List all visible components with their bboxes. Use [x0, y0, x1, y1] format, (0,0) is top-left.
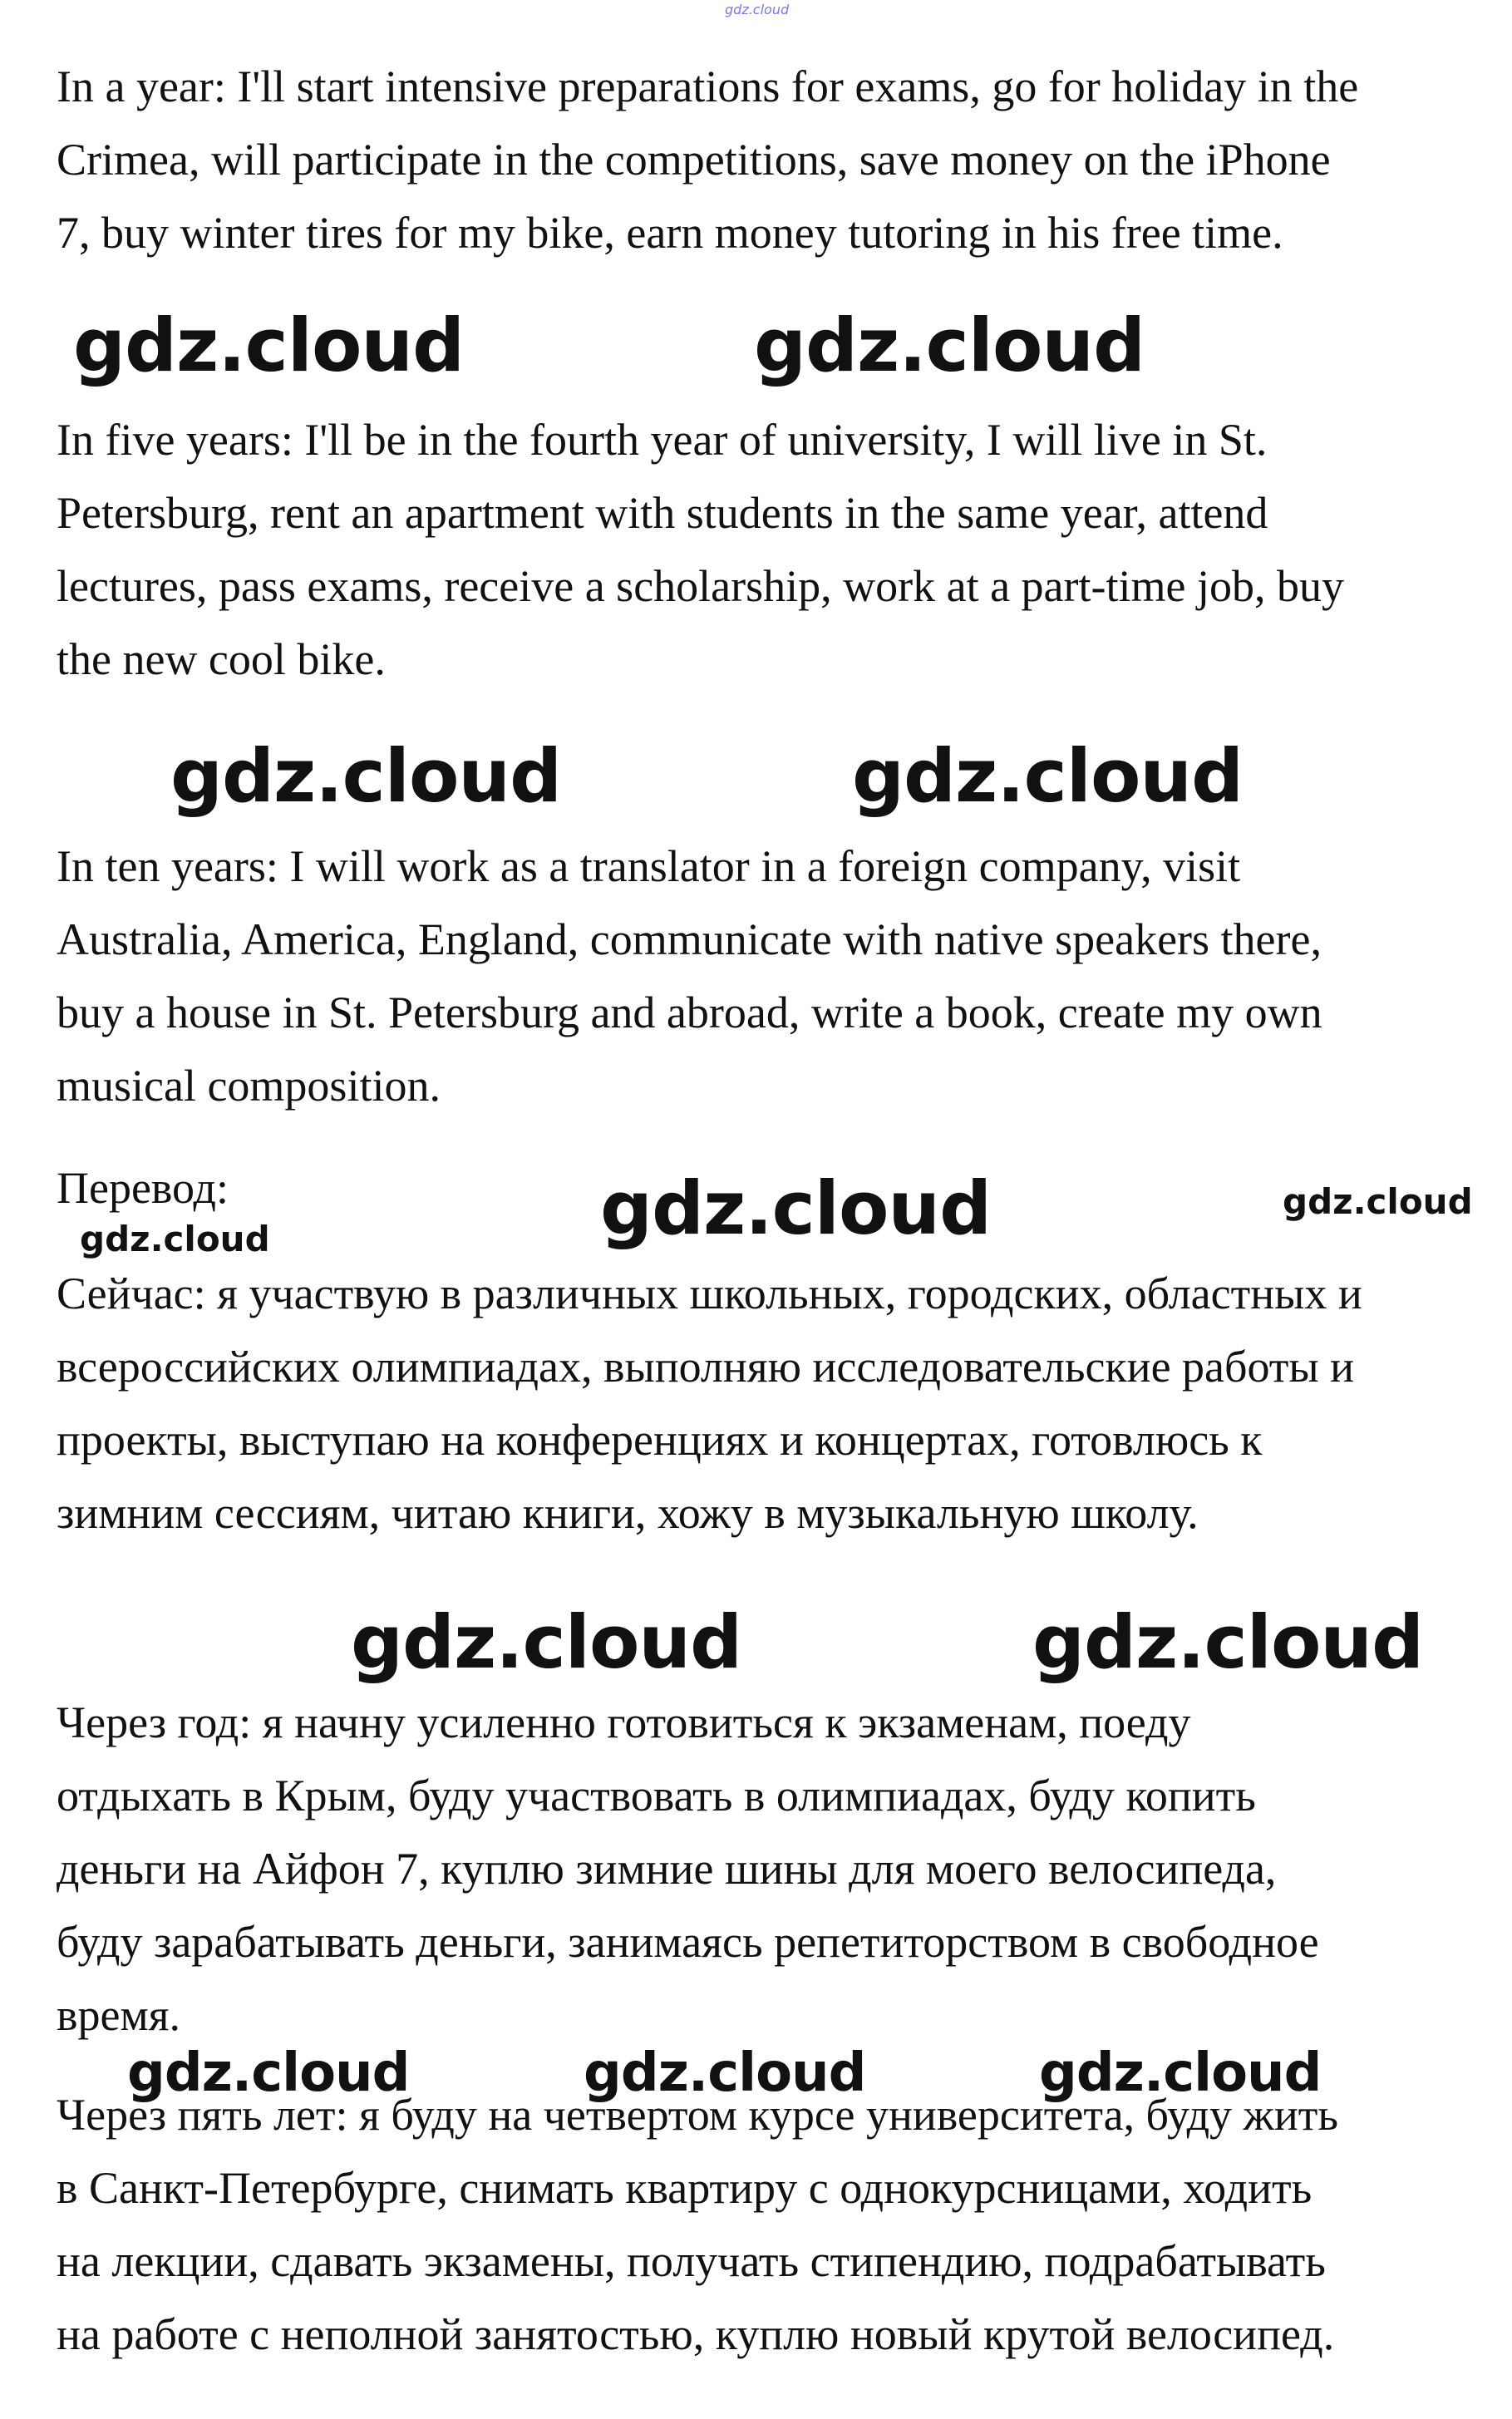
paragraph-line: In ten years: I will work as a translator in a foreign company, visit — [57, 841, 1241, 891]
watermark: gdz.cloud — [754, 303, 1145, 388]
paragraph-line: 7, buy winter tires for my bike, earn money tutoring in his free time. — [57, 208, 1283, 258]
paragraph-line: на работе с неполной занятостью, куплю новый крутой велосипед. — [57, 2309, 1335, 2359]
paragraph-now-ru — [57, 1257, 1503, 1549]
paragraph-in-a-year — [57, 50, 1503, 269]
header-watermark: gdz.cloud — [725, 2, 790, 17]
paragraph-line: на лекции, сдавать экзамены, получать стипендию, подрабатывать — [57, 2236, 1326, 2286]
paragraph-in-ten-years — [57, 830, 1503, 1122]
paragraph-line: In a year: I'll start intensive preparations for exams, go for holiday in the — [57, 62, 1359, 111]
paragraph-line: Сейчас: я участвую в различных школьных, городских, областных и — [57, 1269, 1362, 1318]
paragraph-line: Через пять лет: я буду на четвертом курсе университета, буду жить — [57, 2090, 1338, 2140]
watermark: gdz.cloud — [127, 2042, 410, 2104]
paragraph-line: Australia, America, England, communicate with native speakers there, — [57, 914, 1322, 964]
watermark: gdz.cloud — [600, 1165, 992, 1251]
paragraph-line: Crimea, will participate in the competitions, save money on the iPhone — [57, 135, 1331, 185]
paragraph-line: lectures, pass exams, receive a scholarship, work at a part-time job, buy — [57, 561, 1344, 611]
paragraph-line: зимним сессиям, читаю книги, хожу в музыкальную школу. — [57, 1488, 1199, 1538]
watermark: gdz.cloud — [1283, 1181, 1473, 1222]
paragraph-in-five-years-ru — [57, 2078, 1503, 2371]
watermark: gdz.cloud — [852, 733, 1244, 819]
paragraph-line: отдыхать в Крым, буду участвовать в олимпиадах, буду копить — [57, 1771, 1256, 1820]
paragraph-line: время. — [57, 1990, 180, 2040]
paragraph-line: в Санкт-Петербурге, снимать квартиру с однокурсницами, ходить — [57, 2163, 1313, 2213]
watermark: gdz.cloud — [170, 733, 562, 819]
paragraph-in-five-years — [57, 403, 1503, 696]
paragraph-in-a-year-ru — [57, 1686, 1503, 2052]
paragraph-line: проекты, выступаю на конференциях и концертах, готовлюсь к — [57, 1415, 1263, 1465]
paragraph-line: всероссийских олимпиадах, выполняю исследовательские работы и — [57, 1342, 1355, 1392]
watermark: gdz.cloud — [73, 303, 465, 388]
paragraph-line: In five years: I'll be in the fourth year of university, I will live in St. — [57, 415, 1268, 465]
paragraph-line: деньги на Айфон 7, куплю зимние шины для моего велосипеда, — [57, 1844, 1277, 1894]
paragraph-line: буду зарабатывать деньги, занимаясь репетиторством в свободное — [57, 1917, 1319, 1967]
heading-text: Перевод: — [57, 1163, 229, 1213]
paragraph-line: the new cool bike. — [57, 634, 386, 684]
paragraph-line: Petersburg, rent an apartment with students in the same year, attend — [57, 488, 1268, 538]
watermark: gdz.cloud — [351, 1599, 742, 1685]
watermark: gdz.cloud — [80, 1219, 270, 1259]
paragraph-line: Через год: я начну усиленно готовиться к экзаменам, поеду — [57, 1697, 1191, 1747]
watermark: gdz.cloud — [584, 2042, 866, 2104]
paragraph-line: buy a house in St. Petersburg and abroad, write a book, create my own — [57, 988, 1322, 1037]
watermark: gdz.cloud — [1039, 2042, 1322, 2104]
watermark: gdz.cloud — [1032, 1599, 1424, 1685]
paragraph-line: musical composition. — [57, 1061, 441, 1111]
